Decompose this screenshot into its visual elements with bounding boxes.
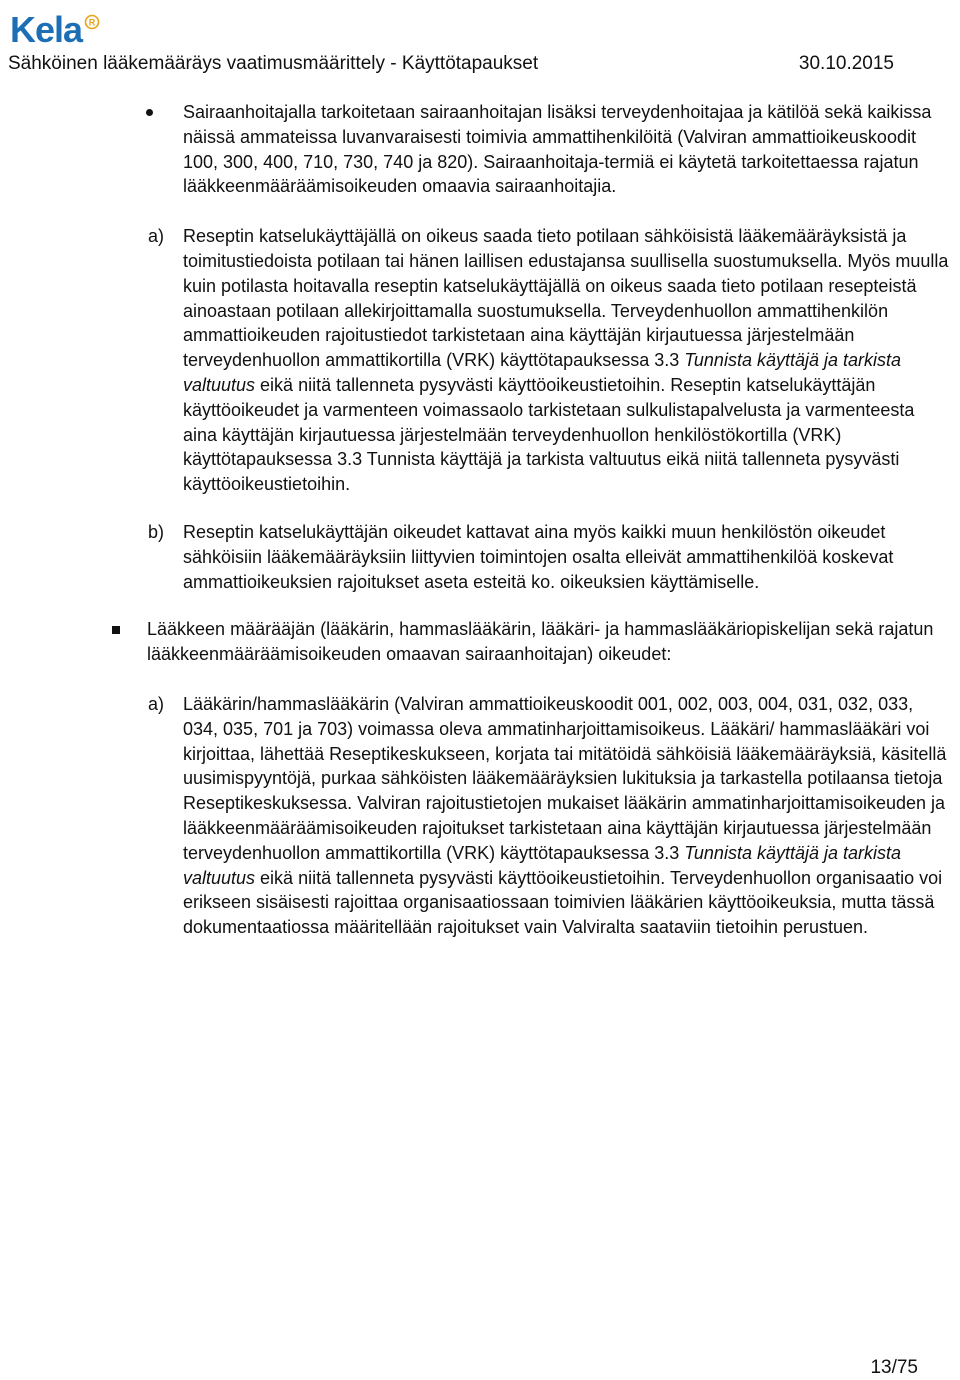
list-item-a-physician-rights [148,692,953,940]
registered-mark-icon [84,14,100,30]
document-title: Sähköinen lääkemääräys vaatimusmäärittely - Käyttötapaukset [8,53,539,74]
list-item-text: Reseptin katselukäyttäjän oikeudet kattavat aina myös kaikki muun henkilöstön oikeudet sähköisiin lääkemääräyksiin liittyvien toimintojen osalta elleivät ammattihenkilöä koskevat ammattioikeuksien rajoitukset aseta esteitä ko. oikeuksien käyttämiselle. [183,521,894,592]
kela-logo [10,4,100,48]
document-body [0,100,960,940]
use-case-reference: Tunnista käyttäjä ja tarkista valtuutus [183,842,902,888]
list-item-label: b) [148,521,165,542]
list-item-text-part: eikä niitä tallenneta pysyvästi käyttöoikeustietoihin. Terveydenhuollon organisaatio voi erikseen sisäisesti rajoittaa organisaatiossaan toimivien lääkärien käyttöoikeuksia, mutta tässä dokumentaatiossa määritellään rajoitukset vain Valviralta saataviin tietoihin perustuen. [183,867,943,938]
logo-text: Kela [10,9,83,50]
list-item-text-part: Lääkärin/hammaslääkärin (Valviran ammattioikeuskoodit 001, 002, 003, 004, 031, 032, 033, 034, 035, 701 ja 703) voimassa oleva ammatinharjoittamisoikeus. Lääkäri/ hammaslääkäri voi kirjoittaa, lähettää Reseptikeskukseen, korjata tai mitätöidä sähköisiä lääkemääräyksiä, käsitellä uusimispyyntöjä, purkaa sähköisten lääkemääräyksien lukituksia ja tarkastella potilaansa tietoja Reseptikeskuksessa. Valviran rajoitustietojen mukaiset lääkärin ammatinharjoittamisoikeuden ja lääkkeenmääräämisoikeuden rajoitukset tarkistetaan aina käyttäjän kirjautuessa järjestelmään terveydenhuollon ammattikortilla (VRK) käyttötapauksessa 3.3 [183,693,947,863]
list-item-a-reader-rights [148,224,953,497]
square-bullet-icon [112,626,120,634]
list-item-text-part: eikä niitä tallenneta pysyvästi käyttöoikeustietoihin. Reseptin katselukäyttäjän käyttöoikeudet ja varmenteen voimassaolo tarkistetaan sulkulistapalvelusta ja varmenteesta aina käyttäjän kirjautuessa järjestelmään terveydenhuollon henkilöstökortilla (VRK) käyttötapauksessa 3.3 Tunnista käyttäjä ja tarkista valtuutus eikä niitä tallenneta pysyvästi käyttöoikeustietoihin. [183,374,915,495]
bullet-item-prescriber-rights [147,617,937,667]
list-item-label: a) [148,693,165,714]
bullet-icon [146,109,153,116]
list-item-text [183,224,953,497]
bullet-item-nurse-definition [183,100,953,199]
use-case-reference: Tunnista käyttäjä ja tarkista valtuutus [183,350,902,395]
list-item-label: a) [148,226,165,247]
document-date: 30.10.2015 [798,53,894,74]
bullet-text: Lääkkeen määrääjän (lääkärin, hammaslääkärin, lääkäri- ja hammaslääkäriopiskelijan sekä rajatun lääkkeenmääräämisoikeuden omaavan sairaanhoitajan) oikeudet: [147,619,934,665]
bullet-text: Sairaanhoitajalla tarkoitetaan sairaanhoitajan lisäksi terveydenhoitajaa ja kätilöä sekä kaikissa näissä ammateissa luvanvaraisesti toimivia ammattihenkilöitä (Valviran ammattioikeuskoodit 100, 300, 400, 710, 730, 740 ja 820). Sairaanhoitaja-termiä ei käytetä tarkoitettaessa rajatun lääkkeenmääräämisoikeuden omaavia sairaanhoitajia. [183,102,932,197]
document-header [8,50,894,78]
svg-text:R: R [88,17,96,28]
list-item-b-reader-rights [148,520,953,594]
page-number: 13/75 [870,1357,918,1378]
list-item-text [183,692,953,940]
list-item-text-part: Reseptin katselukäyttäjällä on oikeus saada tieto potilaan sähköisistä lääkemääräyksistä ja toimitustiedoista potilaan tai hänen laillisen edustajansa suullisella suostumuksella. Myös muulla kuin potilasta hoitavalla reseptin katselukäyttäjällä on oikeus saada tieto potilaan resepteistä ainoastaan potilaan allekirjoittamalla suostumuksella. Terveydenhuollon ammattihenkilön ammattioikeuden rajoitustiedot tarkistetaan aina käyttäjän kirjautuessa järjestelmään terveydenhuollon ammattikortilla (VRK) käyttötapauksessa 3.3 [183,226,949,371]
